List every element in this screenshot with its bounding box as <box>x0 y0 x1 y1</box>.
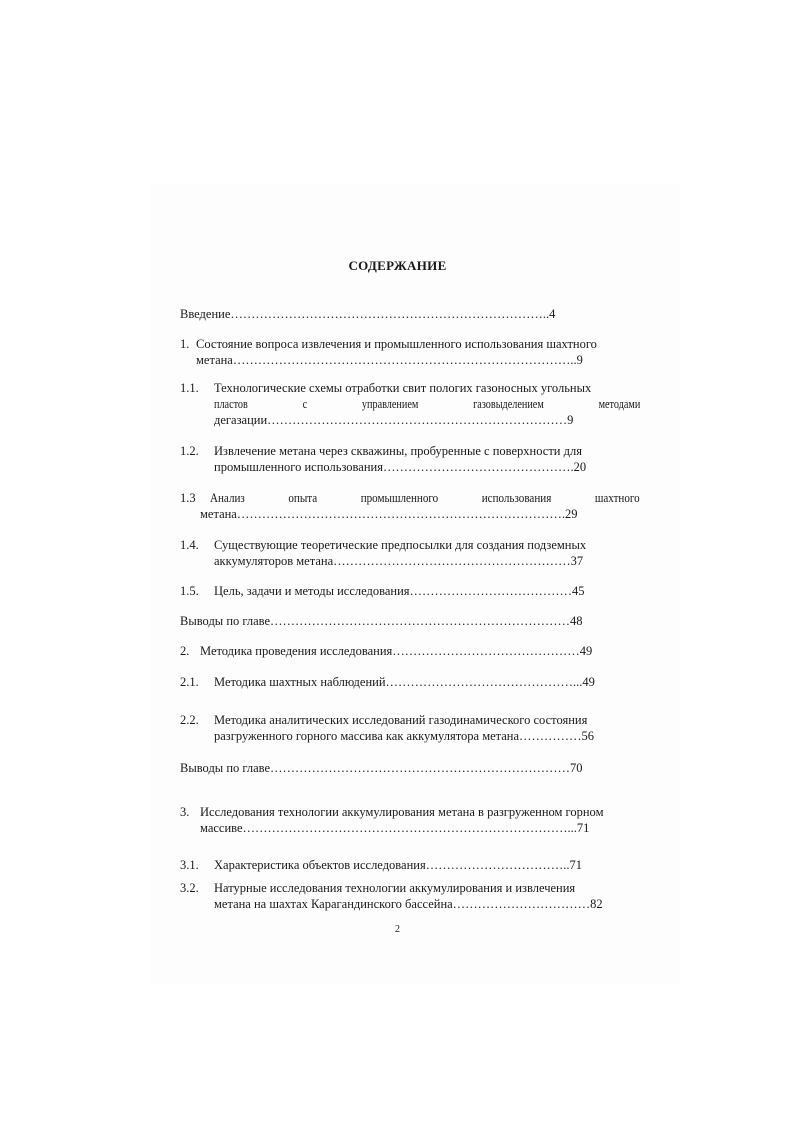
toc-entry-1-1-text-1: Технологические схемы отработки свит пологих газоносных угольных <box>214 381 592 395</box>
toc-entry-1-text-1: Состояние вопроса извлечения и промышленного использования шахтного <box>196 337 597 351</box>
toc-entry-1-3-number: 1.3 <box>180 491 196 505</box>
toc-entry-3-1-text: Характеристика объектов исследования……………………………..71 <box>214 858 582 872</box>
toc-entry-3-text-1: Исследования технологии аккумулирования метана в разгруженном горном <box>200 805 604 819</box>
toc-entry-text: Введение…………………………………………………………………..4 <box>180 307 556 321</box>
toc-entry-2-2-number: 2.2. <box>180 713 199 727</box>
page-title: СОДЕРЖАНИЕ <box>348 258 447 273</box>
toc-entry-1-4-text-1: Существующие теоретические предпосылки для создания подземных <box>214 538 587 552</box>
toc-entry-2-2-text-2: разгруженного горного массива как аккумулятора метана……………56 <box>214 729 595 743</box>
toc-entry-2-2-text-1: Методика аналитических исследований газодинамического состояния <box>214 713 588 727</box>
toc-entry-conclusions-2: Выводы по главе………………………………………………………………70 <box>180 761 583 775</box>
toc-entry-2-1-number: 2.1. <box>180 675 199 689</box>
toc-entry-3-text-2: массиве……………………………………………………………………...71 <box>200 821 590 835</box>
toc-entry-2-number: 2. <box>180 644 190 658</box>
page-number: 2 <box>395 924 400 935</box>
toc-entry-3-2-text-1: Натурные исследования технологии аккумулирования и извлечения <box>214 881 576 895</box>
toc-entry-3-2-text-2: метана на шахтах Карагандинского бассейна……………………………82 <box>214 897 603 911</box>
toc-entry-intro <box>180 306 555 322</box>
toc-entry-1-4-number: 1.4. <box>180 538 199 552</box>
toc-entry-1-1-text-2: пластов с управлением газовыделением методами <box>214 397 641 411</box>
toc-entry-1-2-number: 1.2. <box>180 444 199 458</box>
toc-entry-1-number: 1. <box>180 337 190 351</box>
toc-entry-1-text-2: метана………………………………………………………………………..9 <box>196 353 583 367</box>
toc-entry-1-5-text: Цель, задачи и методы исследования…………………………………45 <box>214 584 585 598</box>
toc-entry-1-1-number: 1.1. <box>180 381 199 395</box>
toc-entry-2-text: Методика проведения исследования………………………………………49 <box>200 644 593 658</box>
toc-entry-1-2-text-1: Извлечение метана через скважины, пробуренные с поверхности для <box>214 444 582 458</box>
toc-entry-3-number: 3. <box>180 805 190 819</box>
toc-entry-1-5-number: 1.5. <box>180 584 199 598</box>
toc-entry-3-1-number: 3.1. <box>180 858 199 872</box>
toc-entry-1-2-text-2: промышленного использования……………………………………….20 <box>214 460 587 474</box>
toc-entry-3-2-number: 3.2. <box>180 881 199 895</box>
toc-entry-conclusions-1: Выводы по главе………………………………………………………………48 <box>180 614 583 628</box>
toc-entry-1-3-text-2: метана…………………………………………………………………….29 <box>200 507 578 521</box>
toc-entry-1-1-text-3: дегазации………………………………………………………………9 <box>214 413 574 427</box>
toc-entry-1-3-text-1: Анализ опыта промышленного использования шахтного <box>210 491 640 505</box>
toc-entry-1-4-text-2: аккумуляторов метана…………………………………………………37 <box>214 554 584 568</box>
toc-entry-2-1-text: Методика шахтных наблюдений………………………………………...49 <box>214 675 595 689</box>
